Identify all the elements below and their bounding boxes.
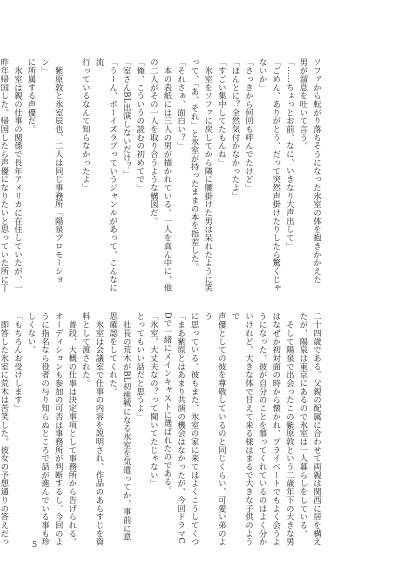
text-line: 普段、大概の仕事は決定事項として事務所から告げられる。	[68, 312, 79, 546]
text-line: 思確認をしてくれた。	[109, 312, 120, 396]
text-line: ソファから転がり落ちそうになった氷室の体を抱きかかえた	[313, 58, 323, 284]
text-line: Dで一緒にメインキャストに選ばれたのである。	[163, 312, 174, 495]
text-line: 氷室は親の仕事の関係で長年アメリカに在住していたが、一	[13, 58, 24, 292]
text-line: うに指名なら役者の与り知らぬところで話が進んでいる事も珍	[41, 312, 52, 546]
text-line: の二人がその一人を取り合うような構図だ。	[149, 58, 160, 225]
text-line: 料として渡された。	[81, 312, 92, 388]
text-line: 「俺、こういうの読むの初めてで」	[136, 58, 147, 192]
text-line: オーディションも参加の可否は事務所が判断するし、今回のよ	[54, 312, 65, 546]
text-line: に所属する声優だ。	[27, 58, 38, 134]
text-line: しくない。	[27, 312, 38, 354]
text-line: いけれど、大きな体で甘えて来る様はまるで大きな子供のようで	[231, 312, 256, 546]
text-line: そして陽泉で出会ったこの紫原敦という二歳年下の大きな男	[285, 312, 296, 546]
text-line: 「ごめん、ありがとう、だって突然声掛けたりしたら驚くじゃ	[272, 58, 283, 292]
text-line: 声優としての彼を尊敬しているのと同じくらい、可愛い弟のよう	[204, 312, 228, 546]
text-line: うになった。彼が自分のことを慕ってくれているのはよく分か	[258, 312, 269, 546]
text-line: 「氷室、大丈夫なの？って聞いてたじゃない」	[149, 312, 160, 488]
text-line: 氷室をソファに戻してから隣に腰掛けた男は呆れたように笑	[204, 58, 215, 292]
text-line: 氷室は会議室で仕事の内容を説明され、作品のあらすじを資	[95, 312, 106, 546]
upper-text-block	[0, 58, 324, 294]
text-line: 「室さんBL出演しないだけ？」	[122, 58, 133, 179]
text-line: 「ほんとに？全然気付かなかったよ」	[231, 58, 242, 200]
text-line: 「さっきから何回も呼んでたけど」	[245, 58, 256, 192]
lower-text-block	[0, 312, 324, 548]
text-line: 本の表紙には三人の男が描かれている。一人を真ん中に、他	[163, 58, 174, 292]
text-line: 男が溜息を吐いて言う。	[299, 58, 310, 150]
text-line: に思っている。彼もまた、氷室の家に来てはよくこうしてくつ	[190, 312, 201, 546]
text-line: 即答した氷室に荒木は苦笑した。彼女の予想通りの答えだっ	[0, 312, 11, 546]
text-line: 「もちろんお受けします」	[13, 312, 24, 413]
text-line: って、「あ、それ」と氷室が持ったままの本を指差した。	[190, 58, 201, 271]
text-line	[66, 58, 80, 294]
text-line: はなぜか初対面の時から懐かれ、プライベートでもよく会うよ	[272, 312, 283, 546]
text-line: 「……ちょっとお前、なに、いきなり大声出して」	[285, 58, 296, 251]
text-line: ないか」	[258, 58, 269, 92]
text-line: 二十四歳である。父親の配属に合わせて両親は関西に居を構え	[313, 312, 323, 546]
text-line: たが、陽泉は東京にあるので氷室は一人暮らしをしている。	[299, 312, 310, 538]
text-line: 行っているなんて知らなかったよ」	[81, 58, 92, 192]
page-number: 5	[32, 540, 38, 549]
text-line: 昨年帰国した。帰国したら声優になりたいと思っていた所に丁	[0, 58, 11, 292]
text-line: 「それさぁ、面白い？」	[177, 58, 188, 150]
text-line: 社長の荒木がBL初挑戦になる氷室を気遣ってか、事前に意	[122, 312, 133, 541]
text-line: とってもいい話だと思うよ」	[136, 312, 147, 421]
text-line: 紫原敦と氷室辰也、二人は同じ事務所「陽泉プロモーション」	[41, 58, 65, 284]
text-line: 「すごい集中してたもんね」	[217, 58, 228, 167]
text-line: 「まあ紫原とはあまり共演の機会はなかったが、今回ドラマC	[177, 312, 188, 544]
text-line: 「うーん、ボーイズラブっていうジャンルがあって、こんなに流	[95, 58, 120, 292]
